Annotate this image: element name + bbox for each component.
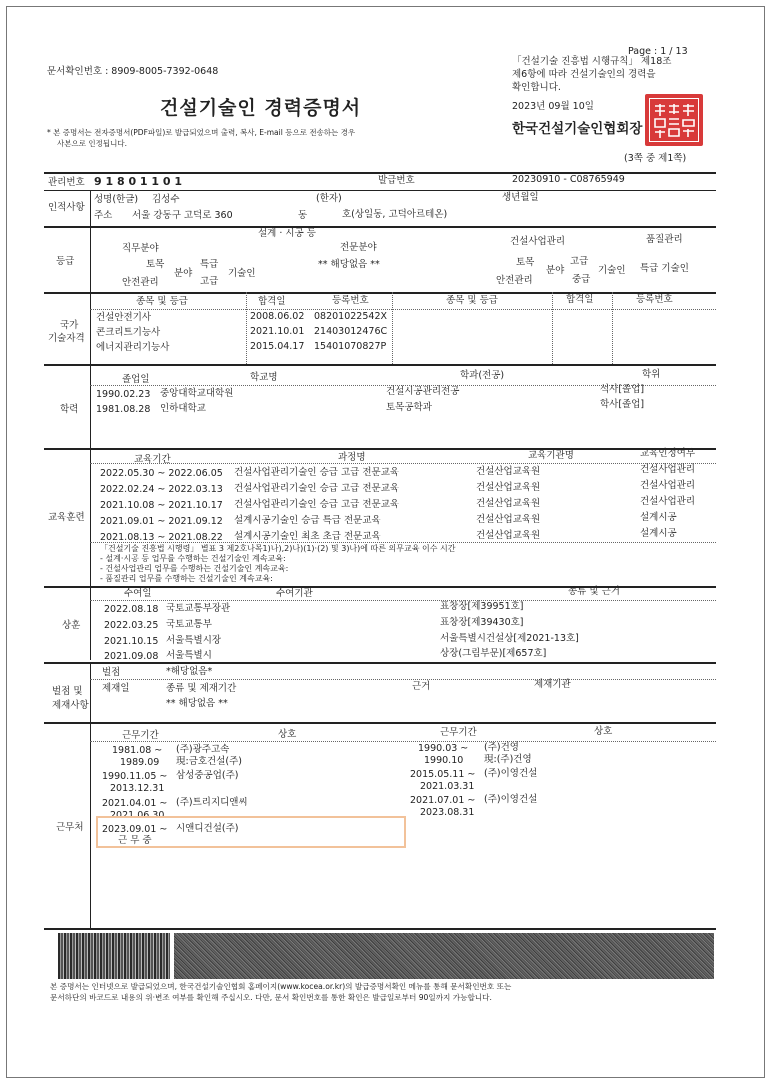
training-period: 2022.02.24 ~ 2022.03.13 — [100, 484, 223, 495]
work-company: 시앤디건설(주) — [176, 823, 239, 834]
sanction-org-label: 제재기관 — [534, 679, 571, 690]
qr-code — [58, 933, 170, 979]
legal-basis-line-2: 제6항에 따라 건설기술인의 경력을 — [512, 69, 656, 80]
license-header: 등록번호 — [636, 294, 673, 305]
rule — [44, 662, 716, 664]
job-field-label: 직무분야 — [122, 243, 159, 254]
design-construction-header: 설계 · 시공 등 — [258, 228, 316, 239]
award-kind: 상장(그림부문)[제657호] — [440, 648, 547, 659]
training-period: 2021.09.01 ~ 2021.09.12 — [100, 516, 223, 527]
training-period: 2021.10.08 ~ 2021.10.17 — [100, 500, 223, 511]
rule — [90, 542, 716, 543]
grade-high: 고급 — [200, 276, 219, 287]
section-license: 국가 — [60, 320, 79, 331]
education-school: 중앙대학교대학원 — [160, 388, 234, 399]
footer-notice-2: 문서하단의 바코드로 내용의 위·변조 여부를 확인해 주십시오. 다만, 문서 확인번호를 통한 확인은 발급일로부터 90일까지 가능합니다. — [50, 993, 492, 1002]
rule — [90, 679, 716, 680]
education-school: 인하대학교 — [160, 403, 206, 414]
work-period-start: 2023.09.01 ~ — [102, 824, 168, 835]
award-kind: 표창장[제39430호] — [440, 617, 524, 628]
training-note: 「건설기술 진흥법 시행령」 별표 3 제2호나목1)나),2)나)(1)·(2) 및 3)나)에 따른 의무교육 이수 시간 — [100, 544, 456, 553]
training-course: 설계시공기술인 최초 초급 전문교육 — [234, 531, 381, 542]
work-period-label: 근무기간 — [122, 730, 159, 741]
address-label: 주소 — [94, 210, 113, 221]
work-company-label-right: 상호 — [594, 726, 613, 737]
birth-label: 생년월일 — [502, 192, 539, 203]
education-header: 졸업일 — [122, 374, 150, 385]
education-header: 학과(전공) — [460, 370, 505, 381]
work-company: (주)건영 — [484, 742, 519, 753]
work-period-start: 1981.08 ~ — [112, 745, 163, 756]
award-kind: 표창장[제39951호] — [440, 601, 524, 612]
training-header: 교육기관명 — [528, 450, 574, 461]
rule — [90, 662, 91, 722]
rule — [44, 928, 716, 930]
biz-mgmt-label: 건설사업관리 — [510, 236, 566, 247]
address-ho: 호(상일동, 고덕아르테온) — [342, 209, 448, 220]
license-date: 2008.06.02 — [250, 311, 305, 322]
grade-special: 특급 — [200, 259, 219, 270]
license-no: 08201022542X — [314, 311, 387, 322]
electronic-cert-notice-2: 사본으로 인정됩니다. — [57, 139, 127, 148]
address-value: 서울 강동구 고덕로 360 — [132, 210, 233, 221]
training-type: 건설사업관리 — [640, 480, 696, 491]
penalty-points-label: 벌점 — [102, 667, 121, 678]
section-grade: 등급 — [56, 256, 75, 267]
hanja-label: (한자) — [316, 193, 342, 204]
biz-mid: 중급 — [572, 274, 591, 285]
work-period-label-right: 근무기간 — [440, 727, 477, 738]
quality-value: 특급 기술인 — [640, 263, 689, 274]
official-seal — [645, 94, 703, 146]
awards-header: 수여기관 — [276, 588, 313, 599]
training-course: 건설사업관리기술인 승급 고급 전문교육 — [234, 483, 400, 494]
work-period-end: 2021.06.30 — [110, 810, 165, 821]
section-penalty: 벌점 및 — [52, 686, 83, 697]
work-period-end: 2023.08.31 — [420, 807, 475, 818]
license-date: 2015.04.17 — [250, 341, 305, 352]
work-company: (주)이영건설 — [484, 794, 538, 805]
rule — [44, 292, 716, 294]
mgmt-number: 9 1 8 0 1 1 0 1 — [94, 175, 183, 188]
section-awards: 상훈 — [62, 620, 81, 631]
education-degree: 석사[졸업] — [600, 384, 645, 395]
penalty-points-value: *해당없음* — [166, 666, 213, 677]
name-value: 김성수 — [152, 194, 180, 205]
page-title: 건설기술인 경력증명서 — [160, 97, 362, 119]
rule — [44, 190, 716, 191]
training-period: 2021.08.13 ~ 2021.08.22 — [100, 532, 223, 543]
work-period-end: 1989.09 — [120, 757, 160, 768]
rule — [44, 226, 716, 228]
training-org: 건설산업교육원 — [476, 466, 541, 477]
award-org: 국토교통부 — [166, 619, 212, 630]
rule — [90, 309, 716, 310]
award-org: 서울특별시장 — [166, 635, 222, 646]
training-type: 건설사업관리 — [640, 496, 696, 507]
training-type: 설계시공 — [640, 528, 677, 539]
training-note: - 건설사업관리 업무를 수행하는 건설기술인 계속교육: — [100, 564, 289, 573]
section-penalty-2: 제재사항 — [52, 700, 89, 711]
work-period-end: 1990.10 — [424, 755, 464, 766]
education-header: 학위 — [642, 369, 661, 380]
rule — [90, 600, 716, 601]
sheet-indicator: (3쪽 중 제1쪽) — [624, 153, 687, 164]
education-major: 건설시공관리전공 — [386, 386, 460, 397]
rule — [90, 463, 716, 464]
work-period-start: 2021.04.01 ~ — [102, 798, 168, 809]
biz-safety: 안전관리 — [496, 275, 533, 286]
award-org: 국토교통부장관 — [166, 603, 231, 614]
biz-field: 분야 — [546, 265, 565, 276]
grade-safety: 안전관리 — [122, 277, 159, 288]
work-period-end: 2013.12.31 — [110, 783, 165, 794]
work-company-label: 상호 — [278, 729, 297, 740]
awards-header: 수여일 — [124, 588, 152, 599]
work-period-start: 1990.11.05 ~ — [102, 771, 168, 782]
training-org: 건설산업교육원 — [476, 514, 541, 525]
rule — [90, 364, 91, 448]
education-date: 1990.02.23 — [96, 389, 151, 400]
rule — [44, 364, 716, 366]
education-header: 학교명 — [250, 372, 278, 383]
biz-technician: 기술인 — [598, 265, 626, 276]
license-name: 콘크리트기능사 — [96, 327, 161, 338]
license-no: 15401070827P — [314, 341, 387, 352]
section-license-2: 기술자격 — [48, 333, 85, 344]
sanction-kind-label: 종류 및 제재기간 — [166, 683, 237, 694]
training-course: 설계시공기술인 승급 특급 전문교육 — [234, 515, 381, 526]
award-org: 서울특별시 — [166, 650, 212, 661]
rule — [612, 292, 613, 364]
section-training: 교육훈련 — [48, 512, 85, 523]
award-date: 2021.09.08 — [104, 651, 159, 662]
biz-high: 고급 — [570, 256, 589, 267]
specialty-none: ** 해당없음 ** — [318, 259, 380, 270]
license-name: 건설안전기사 — [96, 312, 152, 323]
rule — [90, 448, 91, 586]
work-period-start: 2021.07.01 ~ — [410, 795, 476, 806]
section-education: 학력 — [60, 404, 79, 415]
page-number: Page : 1 / 13 — [628, 46, 688, 57]
sanction-date-label: 제재일 — [102, 683, 130, 694]
work-status: 근 무 중 — [118, 835, 152, 846]
rule — [552, 292, 553, 364]
award-date: 2022.03.25 — [104, 620, 159, 631]
legal-basis-line-3: 확인합니다. — [512, 82, 561, 93]
issue-number: 20230910 - C08765949 — [512, 174, 625, 185]
mgmt-number-label: 관리번호 — [48, 177, 85, 188]
license-header: 등록번호 — [332, 295, 369, 306]
education-major: 토목공학과 — [386, 402, 432, 413]
training-org: 건설산업교육원 — [476, 530, 541, 541]
rule — [44, 722, 716, 724]
work-company: 삼성중공업(주) — [176, 770, 239, 781]
education-date: 1981.08.28 — [96, 404, 151, 415]
work-company: (주)트리지디앤씨 — [176, 797, 248, 808]
award-kind: 서울특별시건설상[제2021-13호] — [440, 633, 579, 644]
work-period-start: 2015.05.11 ~ — [410, 769, 476, 780]
rule — [90, 190, 91, 228]
issuer-name: 한국건설기술인협회장 — [512, 121, 643, 137]
issue-date: 2023년 09월 10일 — [512, 101, 594, 112]
awards-header: 종류 및 근거 — [568, 586, 620, 597]
work-company-note: 現:(주)건영 — [484, 754, 532, 765]
sanction-value: ** 해당없음 ** — [166, 698, 228, 709]
electronic-cert-notice: * 본 증명서는 전자증명서(PDF파일)로 발급되었으며 출력, 복사, E-mail 등으로 전송하는 경우 — [47, 128, 356, 137]
work-company: (주)이영건설 — [484, 768, 538, 779]
grade-technician: 기술인 — [228, 268, 256, 279]
section-personal: 인적사항 — [48, 202, 85, 213]
license-header: 합격일 — [566, 294, 594, 305]
rule — [44, 448, 716, 450]
training-period: 2022.05.30 ~ 2022.06.05 — [100, 468, 223, 479]
training-course: 건설사업관리기술인 승급 고급 전문교육 — [234, 499, 400, 510]
document-confirmation-number: 문서확인번호 : 8909-8005-7392-0648 — [47, 66, 219, 77]
quality-mgmt-label: 품질관리 — [646, 234, 683, 245]
license-header: 종목 및 등급 — [446, 295, 498, 306]
license-header: 합격일 — [258, 296, 286, 307]
training-org: 건설산업교육원 — [476, 498, 541, 509]
training-header: 과정명 — [338, 452, 366, 463]
award-date: 2021.10.15 — [104, 636, 159, 647]
training-type: 설계시공 — [640, 512, 677, 523]
training-course: 건설사업관리기술인 승급 고급 전문교육 — [234, 467, 400, 478]
rule — [90, 226, 91, 292]
rule — [392, 292, 393, 364]
rule — [246, 292, 247, 364]
work-company: (주)광주고속 — [176, 744, 230, 755]
license-date: 2021.10.01 — [250, 326, 305, 337]
legal-basis-line-1: 「건설기술 진흥법 시행규칙」 제18조 — [512, 56, 672, 67]
issue-number-label: 발급번호 — [378, 175, 415, 186]
rule — [90, 741, 716, 742]
license-name: 에너지관리기능사 — [96, 342, 170, 353]
training-header: 교육인정여부 — [640, 448, 696, 459]
education-degree: 학사[졸업] — [600, 399, 645, 410]
training-org: 건설산업교육원 — [476, 482, 541, 493]
work-company-note: 現:금호건설(주) — [176, 756, 242, 767]
verification-barcode — [174, 933, 714, 979]
rule — [90, 292, 91, 364]
grade-civil: 토목 — [146, 259, 165, 270]
training-note: - 설계·시공 등 업무를 수행하는 건설기술인 계속교육: — [100, 554, 286, 563]
address-dong: 동 — [298, 210, 308, 221]
training-type: 건설사업관리 — [640, 464, 696, 475]
award-date: 2022.08.18 — [104, 604, 159, 615]
work-period-end: 2021.03.31 — [420, 781, 475, 792]
section-work: 근무처 — [56, 822, 84, 833]
footer-notice: 본 증명서는 인터넷으로 발급되었으며, 한국건설기술인협회 홈페이지(www.kocea.or.kr)의 발급증명서확인 메뉴를 통해 문서확인번호 또는 — [50, 982, 512, 991]
rule — [90, 722, 91, 928]
specialty-field-label: 전문분야 — [340, 242, 377, 253]
biz-civil: 토목 — [516, 257, 535, 268]
training-header: 교육기간 — [134, 454, 171, 465]
rule — [90, 586, 91, 660]
name-label: 성명(한글) — [94, 194, 139, 205]
license-header: 종목 및 등급 — [136, 296, 188, 307]
sanction-basis-label: 근거 — [412, 681, 431, 692]
grade-field: 분야 — [174, 268, 193, 279]
training-note: - 품질관리 업무를 수행하는 건설기술인 계속교육: — [100, 574, 273, 583]
work-period-start: 1990.03 ~ — [418, 743, 469, 754]
license-no: 21403012476C — [314, 326, 388, 337]
